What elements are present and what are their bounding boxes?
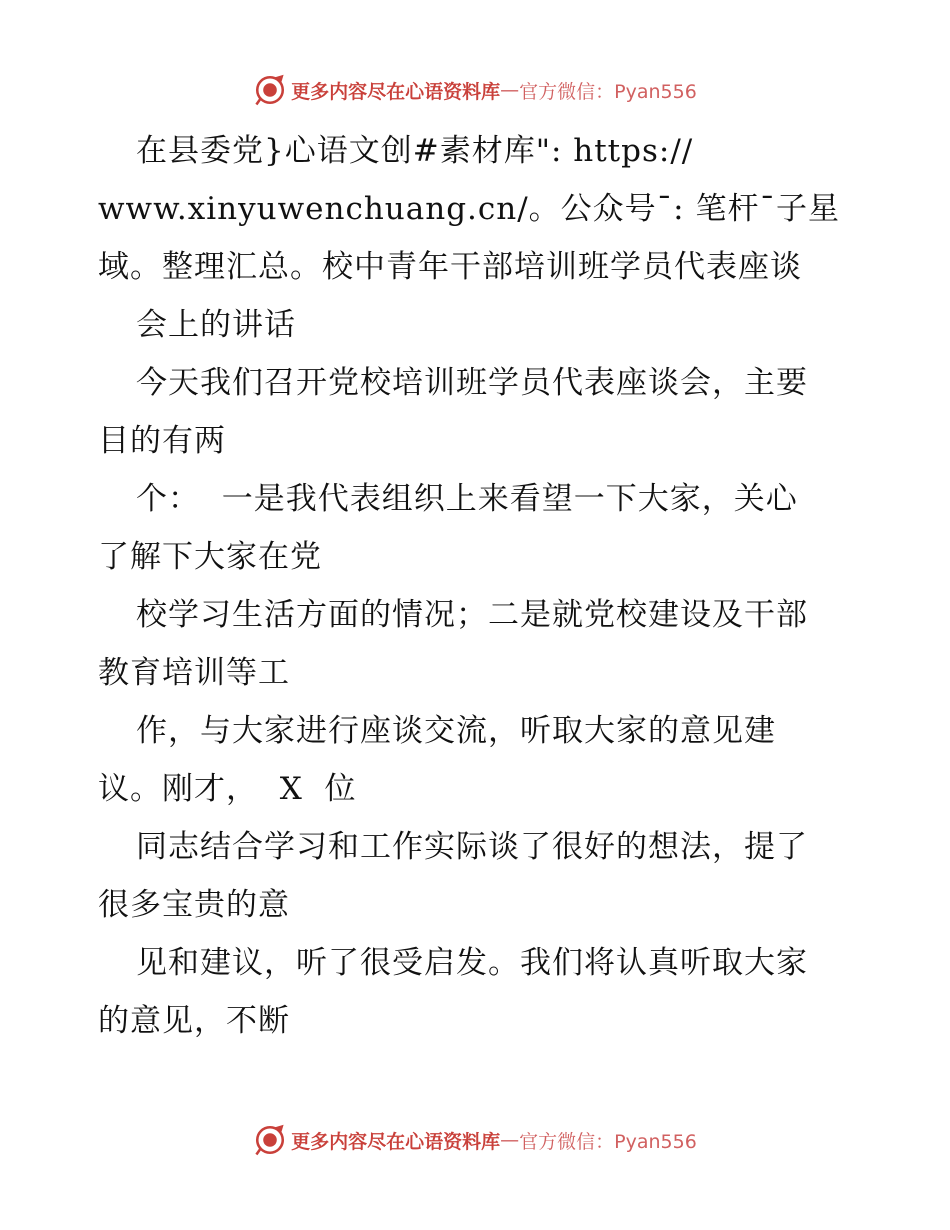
text-line: 目的有两 (98, 423, 226, 459)
banner-text: 更多内容尽在心语资料库 (291, 80, 501, 103)
banner-separator: — (500, 1129, 520, 1151)
text-line: 很多宝贵的意 (98, 887, 290, 923)
text-line: 校学习生活方面的情况；二是就党校建设及干部 (136, 597, 808, 633)
banner-text: 更多内容尽在心语资料库 (291, 1130, 501, 1153)
text-line: 了解下大家在党 (98, 539, 322, 575)
text-line: 在县委党}心语文创#素材库": https:// (136, 133, 694, 169)
text-line: 同志结合学习和工作实际谈了很好的想法，提了 (136, 829, 808, 865)
text-line: 的意见，不断 (98, 1003, 290, 1039)
banner-separator: — (500, 79, 520, 101)
pen-logo-icon (253, 73, 287, 107)
document-body (98, 122, 858, 1050)
banner-wechat: 官方微信：Pyan556 (519, 1130, 697, 1153)
text-line: 会上的讲话 (136, 307, 296, 343)
pen-logo-icon (253, 1123, 287, 1157)
banner-wechat: 官方微信：Pyan556 (519, 80, 697, 103)
text-line: 作，与大家进行座谈交流，听取大家的意见建 (136, 713, 776, 749)
text-line: 教育培训等工 (98, 655, 290, 691)
header-banner (0, 70, 950, 110)
text-line: 个： 一是我代表组织上来看望一下大家，关心 (136, 481, 798, 517)
text-line: 议。刚才， X 位 (98, 771, 357, 807)
footer-banner (0, 1120, 950, 1160)
text-line: 域。整理汇总。校中青年干部培训班学员代表座谈 (98, 249, 802, 285)
text-line: www.xinyuwenchuang.cn/。公众号¯: 笔杆¯子星 (98, 191, 840, 227)
text-line: 见和建议，听了很受启发。我们将认真听取大家 (136, 945, 808, 981)
text-line: 今天我们召开党校培训班学员代表座谈会，主要 (136, 365, 808, 401)
